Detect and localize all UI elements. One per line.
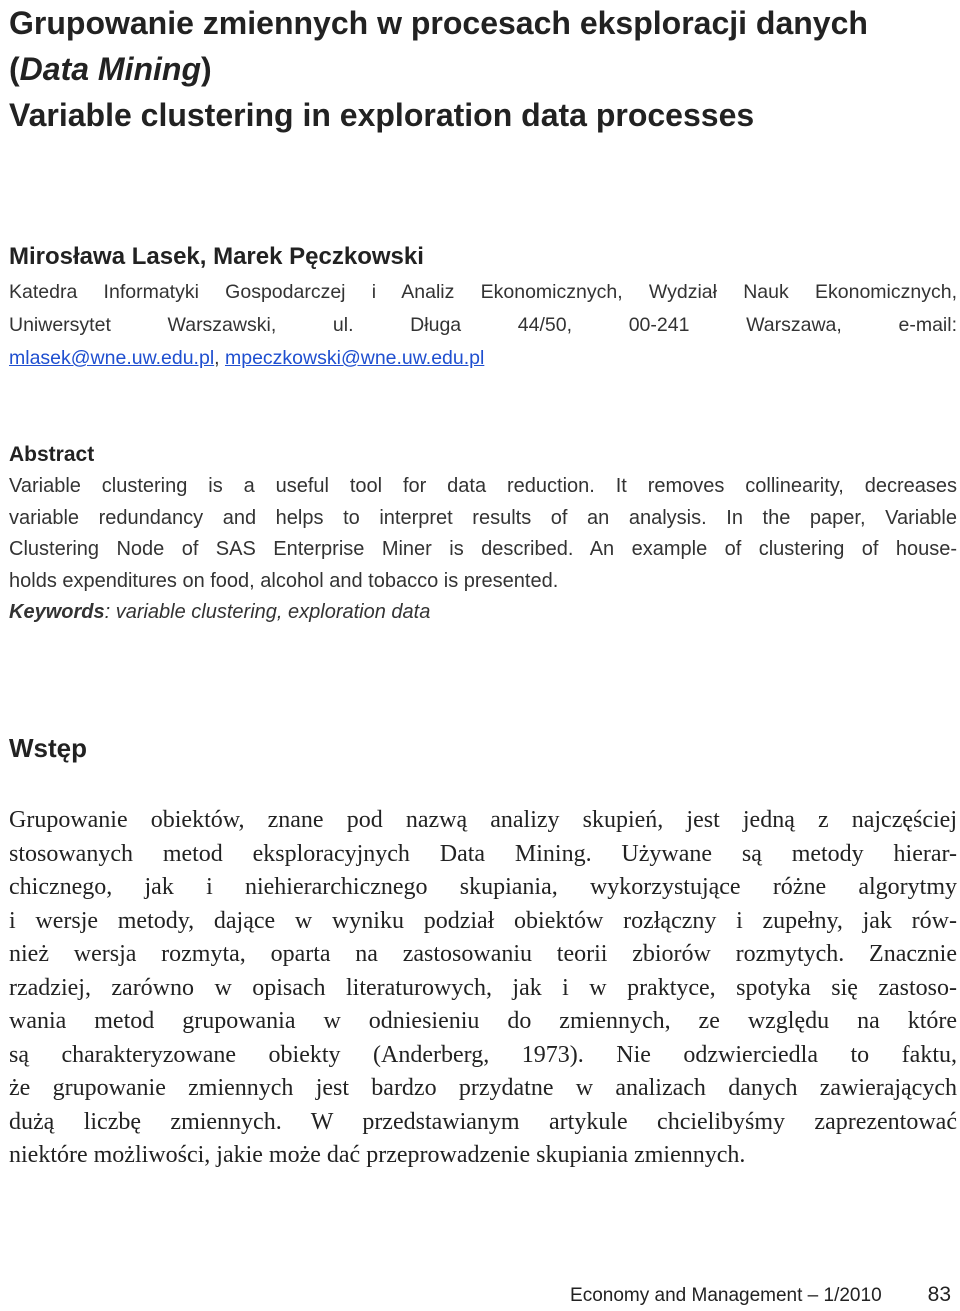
body-line: są charakteryzowane obiekty (Anderberg, 1973). Nie odzwierciedla to faktu, (9, 1041, 957, 1068)
body-line: dużą liczbę zmiennych. W przedstawianym artykule chcielibyśmy zaprezentować (9, 1108, 957, 1135)
abstract-heading: Abstract (9, 443, 95, 466)
body-line: że grupowanie zmiennych jest bardzo przydatne w analizach danych zawierających (9, 1075, 957, 1101)
authors: Mirosława Lasek, Marek Pęczkowski (9, 243, 424, 270)
body-line: rzadziej, zarówno w opisach literaturowych, jak i w praktyce, spotyka się zastoso- (9, 974, 957, 1001)
body-line: i wersje metody, dające w wyniku podział obiektów rozłączny i zupełny, jak rów- (9, 907, 957, 934)
body-line: chicznego, jak i niehierarchicznego skupiania, wykorzystujące różne algorytmy (9, 874, 957, 900)
abstract-line: holds expenditures on food, alcohol and tobacco is presented. (9, 569, 559, 592)
abstract-line: Variable clustering is a useful tool for data reduction. It removes collinearity, decreases (9, 475, 957, 497)
body-line: nież wersja rozmyta, oparta na zastosowaniu teorii zbiorów rozmytych. Znacznie (9, 941, 957, 967)
abstract-body (9, 471, 957, 597)
affiliation-line-2: Uniwersytet Warszawski, ul. Długa 44/50, 00-241 Warszawa, e-mail: (9, 314, 957, 336)
abstract-line: variable redundancy and helps to interpret results of an analysis. In the paper, Variable (9, 506, 957, 529)
title-paren-open: ( (9, 51, 20, 87)
page-number: 83 (927, 1283, 951, 1306)
affiliation-line-1: Katedra Informatyki Gospodarczej i Analiz Ekonomicznych, Wydział Nauk Ekonomicznych, (9, 281, 957, 303)
body-line: niektóre możliwości, jakie może dać przeprowadzenie skupiania zmiennych. (9, 1142, 746, 1168)
email-link-lasek[interactable]: mlasek@wne.uw.edu.pl (9, 347, 215, 369)
keywords-text: : variable clustering, exploration data (104, 601, 431, 623)
title-line-1: Grupowanie zmiennych w procesach eksploracji danych (9, 5, 868, 41)
section-heading: Wstęp (9, 733, 87, 763)
body-line: Grupowanie obiektów, znane pod nazwą analizy skupień, jest jedną z najczęściej (9, 807, 957, 833)
footer-journal: Economy and Management – 1/2010 (570, 1285, 882, 1306)
title-line-2 (9, 46, 957, 92)
body-line: wania metod grupowania w odniesieniu do zmiennych, ze względu na które (9, 1008, 957, 1034)
paper-page (9, 0, 957, 1310)
paper-title (9, 0, 957, 138)
email-separator: , (214, 347, 225, 369)
keywords (9, 597, 957, 628)
body-line: stosowanych metod eksploracyjnych Data Mining. Używane są metody hierar- (9, 840, 957, 867)
title-paren-close: ) (200, 51, 212, 87)
keywords-label: Keywords (9, 601, 105, 623)
title-line-english: Variable clustering in exploration data processes (9, 97, 755, 133)
title-italic-term: Data Mining (19, 51, 201, 87)
affiliation-emails (9, 342, 957, 375)
section-body (9, 804, 957, 1173)
abstract-line: Clustering Node of SAS Enterprise Miner is described. An example of clustering of house- (9, 538, 957, 560)
email-link-peczkowski[interactable]: mpeczkowski@wne.uw.edu.pl (225, 347, 485, 369)
affiliation (9, 276, 957, 375)
page-footer (9, 1280, 951, 1311)
